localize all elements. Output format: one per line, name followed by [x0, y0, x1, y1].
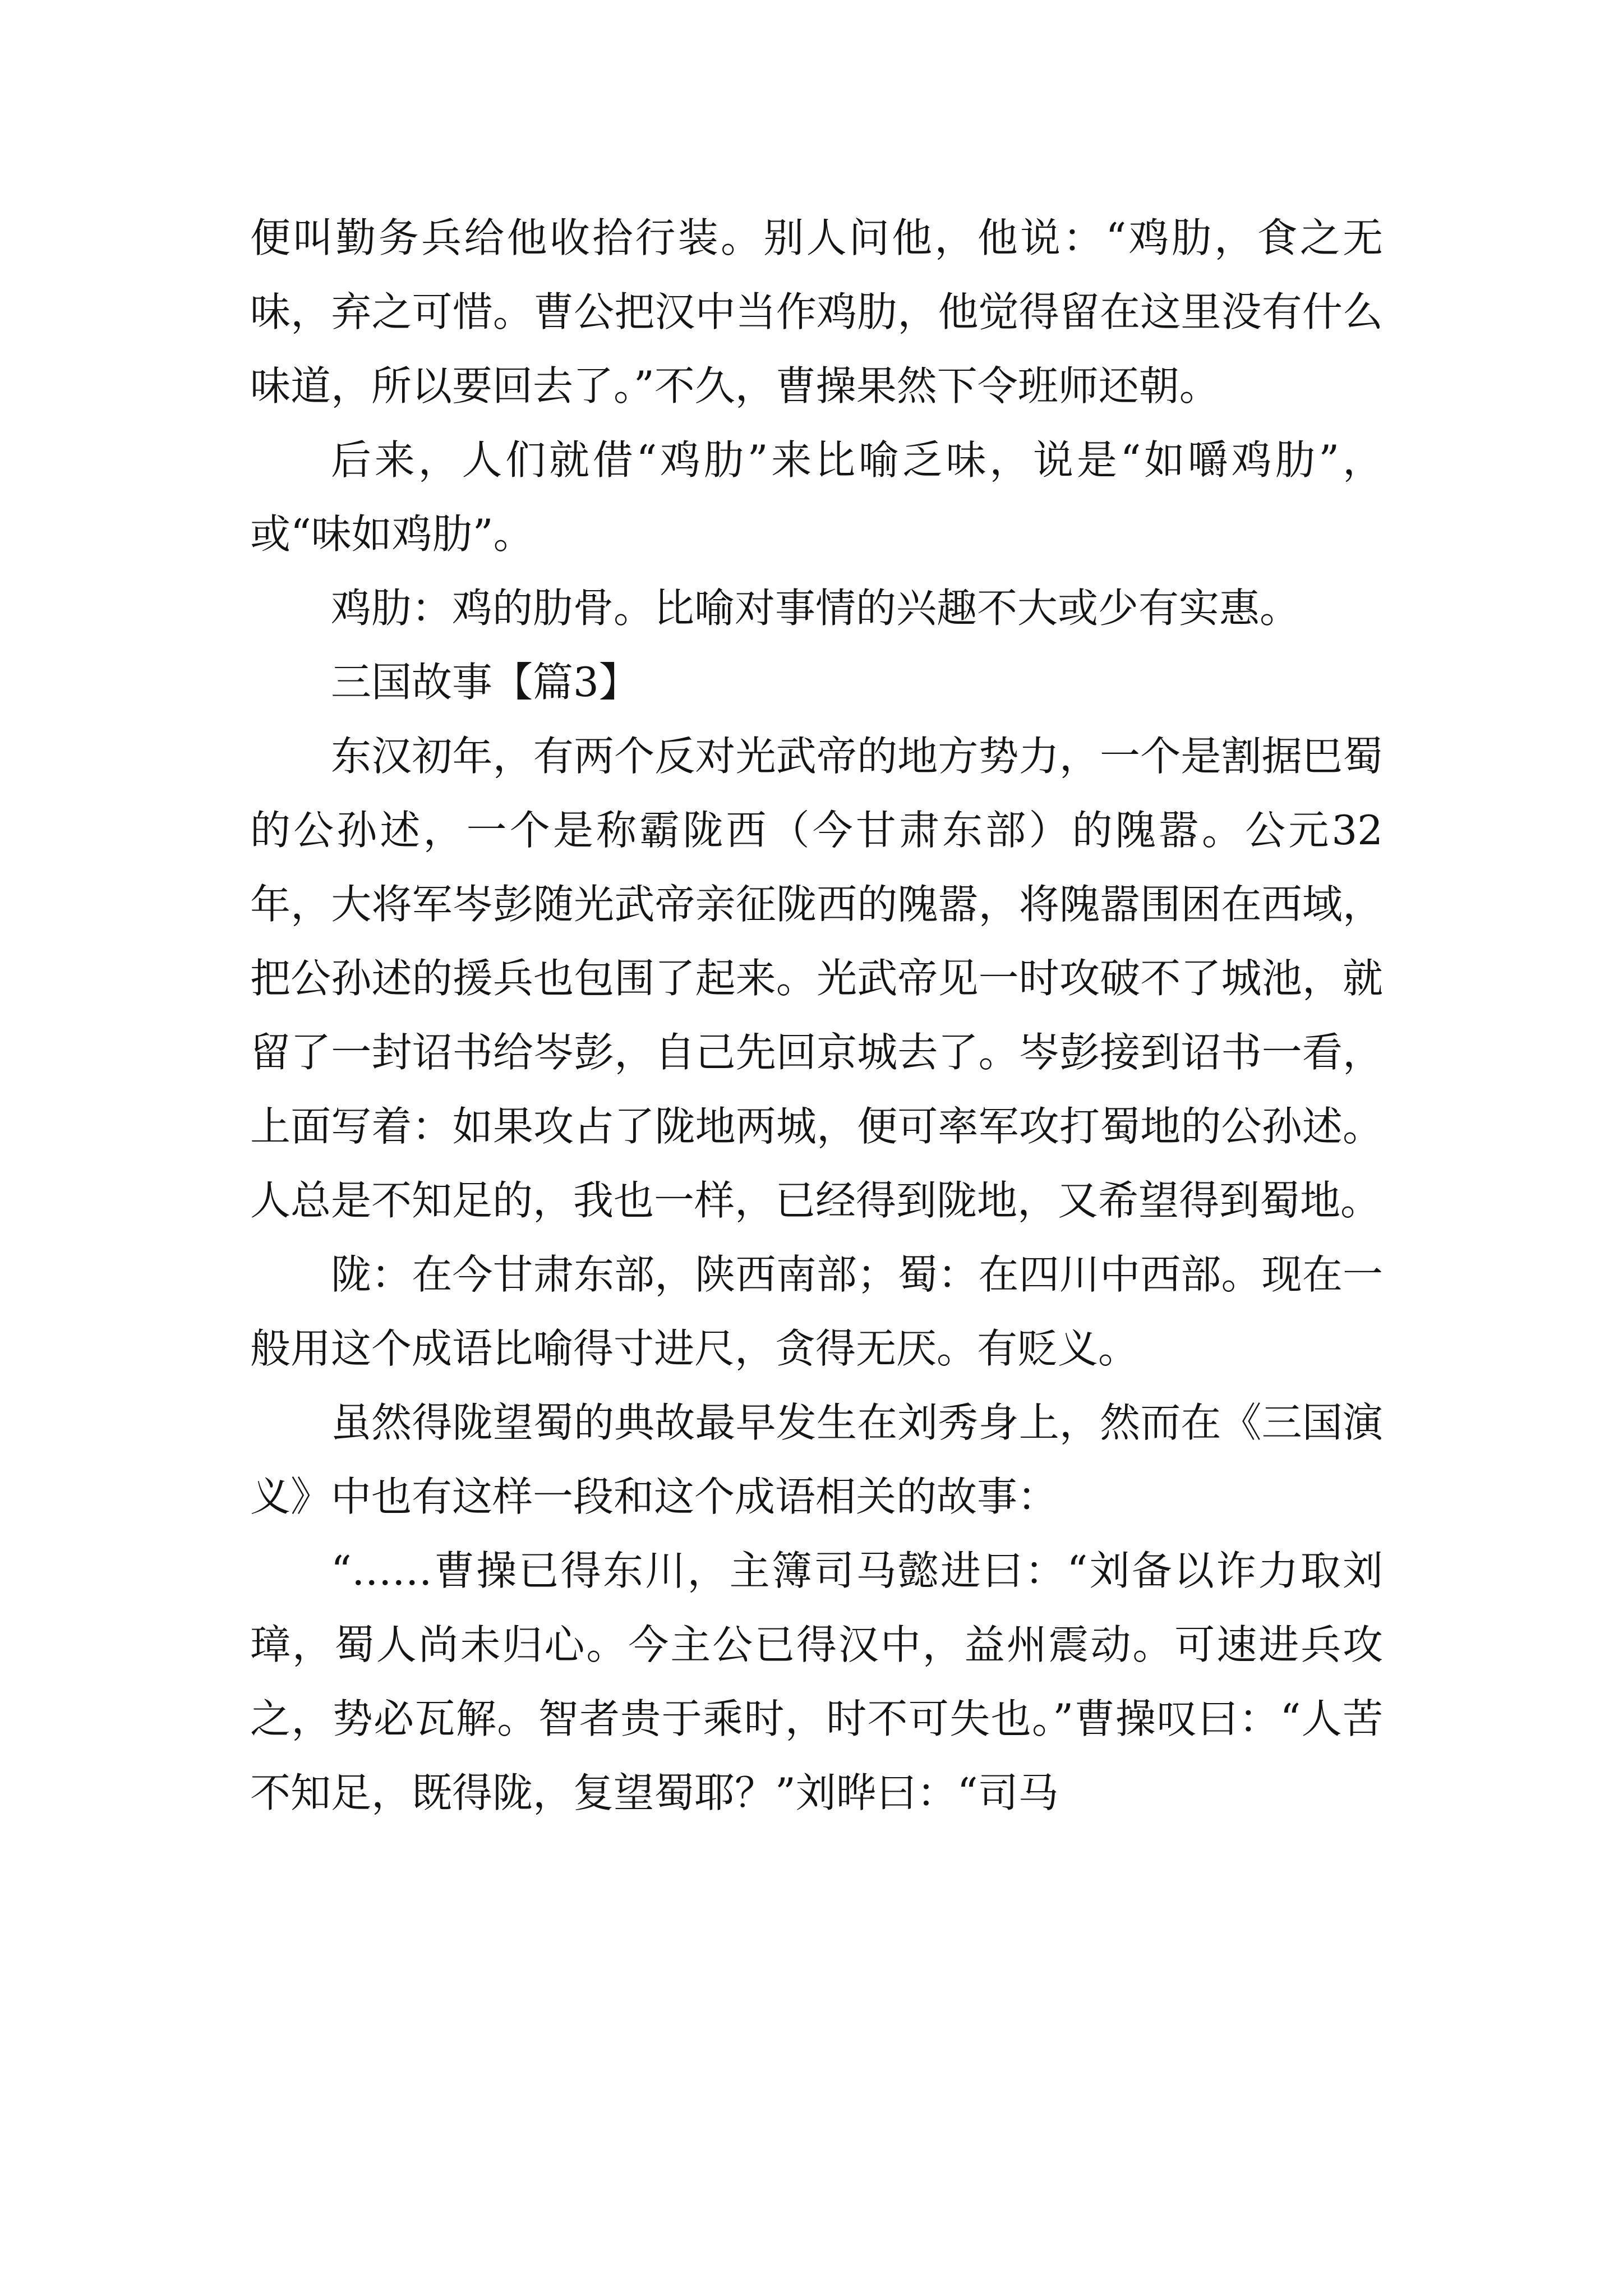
paragraph-quote: “……曹操已得东川，主簿司马懿进曰：“刘备以诈力取刘璋，蜀人尚未归心。今主公已得汉中，益州震动。可速进兵攻之，势必瓦解。智者贵于乘时，时不可失也。”曹操叹曰：“人苦不知足，既得陇，复望蜀耶？”刘晔曰：“司马: [250, 1547, 1383, 1816]
paragraph-jile-metaphor: 后来，人们就借“鸡肋”来比喻乏味，说是“如嚼鸡肋”，或“味如鸡肋”。: [250, 436, 1383, 558]
paragraph-continuation: 便叫勤务兵给他收拾行装。别人问他，他说：“鸡肋，食之无味，弃之可惜。曹公把汉中当作鸡肋，他觉得留在这里没有什么味道，所以要回去了。”不久，曹操果然下令班师还朝。: [250, 214, 1383, 409]
document-body: [250, 201, 1383, 1830]
paragraph-explanation: 陇：在今甘肃东部，陕西南部；蜀：在四川中西部。现在一般用这个成语比喻得寸进尺，贪得无厌。有贬义。: [250, 1251, 1383, 1372]
paragraph-story: 东汉初年，有两个反对光武帝的地方势力，一个是割据巴蜀的公孙述，一个是称霸陇西（今甘肃东部）的隗嚣。公元32年，大将军岑彭随光武帝亲征陇西的隗嚣，将隗嚣围困在西域，把公孙述的援兵也包围了起来。光武帝见一时攻破不了城池，就留了一封诏书给岑彭，自己先回京城去了。岑彭接到诏书一看，上面写着：如果攻占了陇地两城，便可率军攻打蜀地的公孙述。人总是不知足的，我也一样，已经得到陇地，又希望得到蜀地。: [250, 733, 1383, 1224]
paragraph-jile-definition: 鸡肋：鸡的肋骨。比喻对事情的兴趣不大或少有实惠。: [331, 585, 1301, 632]
section-heading: 三国故事【篇3】: [331, 659, 639, 706]
paragraph-sanguo-intro: 虽然得陇望蜀的典故最早发生在刘秀身上，然而在《三国演义》中也有这样一段和这个成语相关的故事：: [250, 1399, 1383, 1520]
